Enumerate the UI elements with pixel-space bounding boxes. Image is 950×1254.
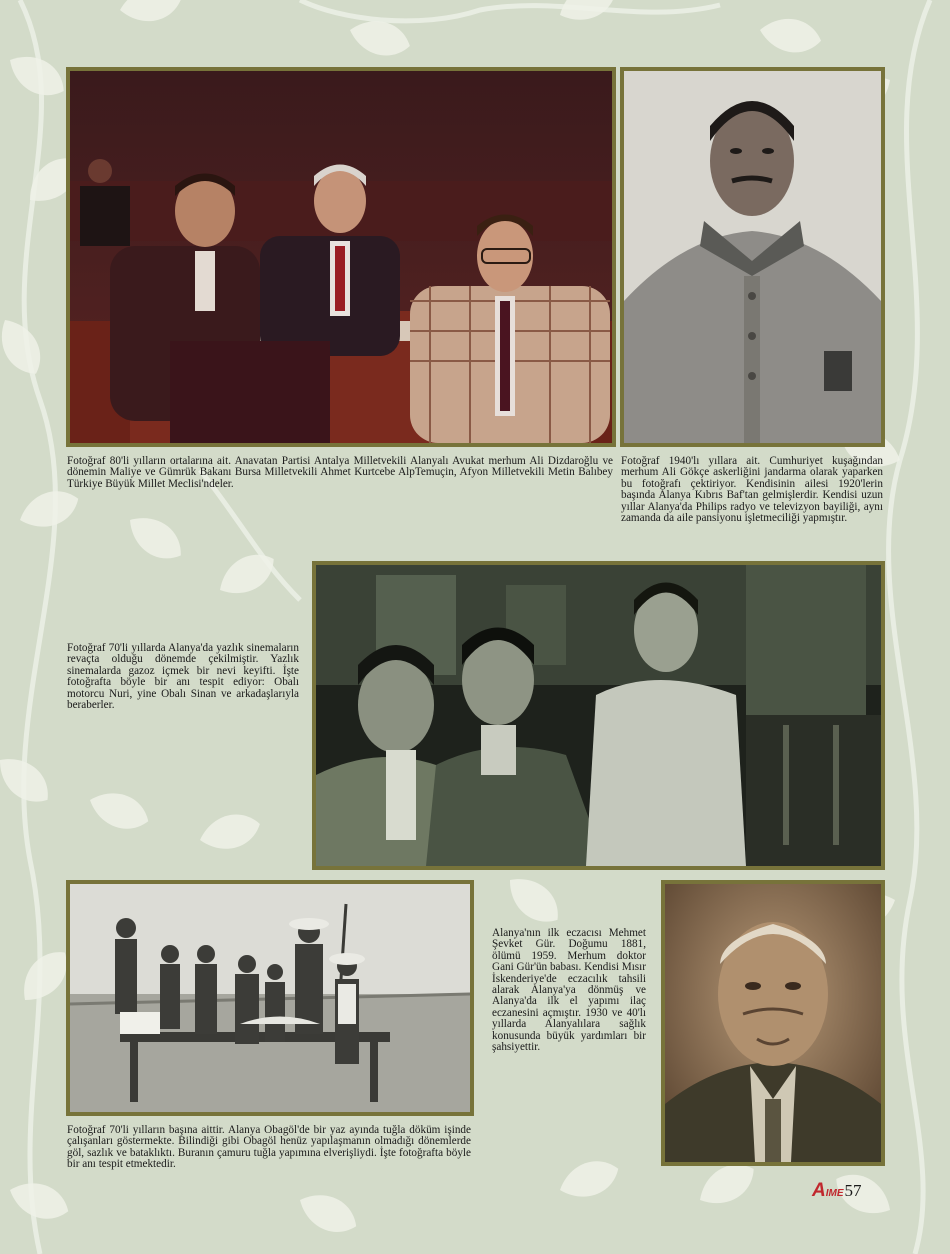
photo-pharmacist-portrait: [661, 880, 885, 1166]
photo-parliament-meeting: [66, 67, 616, 447]
page-footer: [812, 1180, 862, 1201]
logo-rest: IME: [825, 1188, 844, 1199]
photo-brick-workers: [66, 880, 474, 1116]
logo-initial: A: [812, 1180, 826, 1201]
page-number: 57: [844, 1181, 862, 1200]
photo-soldier-portrait: [620, 67, 885, 447]
caption-brick-workers: Fotoğraf 70'li yılların başına aittir. Alanya Obagöl'de bir yaz ayında tuğla döküm işinde çalışanları göstermekte. Bilindiği gibi Obagöl henüz yapılaşmanın olmadığı dönemlerde göl, sazlık ve bataklıktı. Buranın çamuru tuğla yapımına elverişliydi. İşte fotoğrafta böyle bir anı tespit etmektedir.: [67, 1124, 471, 1171]
caption-parliament: Fotoğraf 80'li yılların ortalarına ait. Anavatan Partisi Antalya Milletvekili Alanyalı Avukat merhum Ali Dizdaroğlu ve dönemin Maliye ve Gümrük Bakanı Bursa Milletvekili Ahmet Kurtcebe AlpTemuçin, Afyon Milletvekili Metin Balıbey Türkiye Büyük Millet Meclisi'ndeler.: [67, 455, 613, 490]
caption-pharmacist: Alanya'nın ilk eczacısı Mehmet Şevket Gür. Doğumu 1881, ölümü 1959. Merhum doktor Gani Gür'ün babası. Kendisi Mısır İskenderiye'de eczacılık tahsili alarak Alanya'ya dönmüş ve Alanya'da ilk el yapımı ilaç eczanesini açmıştır. 1930 ve 40'lı yıllarda Alanyalılara sağlık konusunda büyük yardımları bir şahsiyettir.: [492, 927, 646, 1054]
caption-soldier: Fotoğraf 1940'lı yıllara ait. Cumhuriyet kuşağından merhum Ali Gökçe askerliğini jandarma olarak yaparken bu fotoğrafı çektiriyor. Kendisinin ailesi 1920'lerin başında Alanya Kıbrıs Baf'tan gelmişlerdir. Kendisi uzun yıllar Alanya'da Philips radyo ve televizyon bayiliği, aynı zamanda da aile pansiyonu işletmeciliği yapmıştır.: [621, 455, 883, 525]
photo-summer-cinema: [312, 561, 885, 870]
brand-logo: [812, 1180, 844, 1201]
caption-cinema: Fotoğraf 70'li yıllarda Alanya'da yazlık sinemaların revaçta olduğu dönemde çekilmiştir. Yazlık sinemalarda gazoz içmek bir nevi keyifti. İşte fotoğrafta böyle bir anı tespit ediyor: Obalı motorcu Nuri, yine Obalı Sinan ve arkadaşlarıyla beraberler.: [67, 642, 299, 712]
